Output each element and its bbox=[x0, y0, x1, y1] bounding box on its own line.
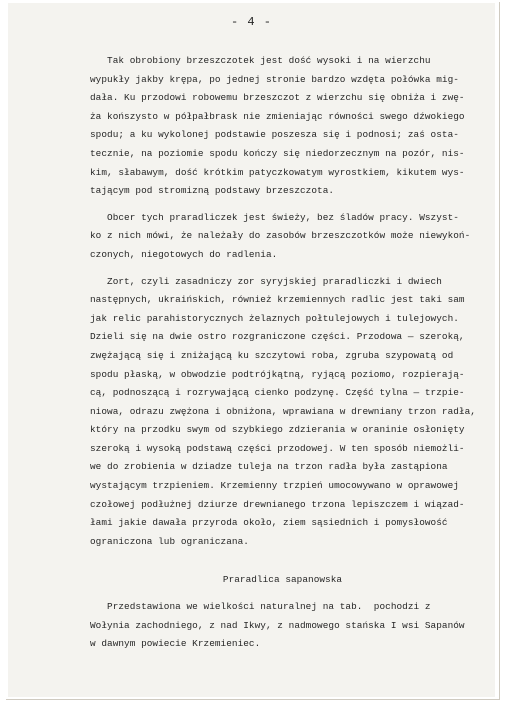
paragraph bbox=[90, 52, 475, 201]
text-line: tającym pod stromizną podstawy brzeszczota. bbox=[90, 185, 335, 197]
text-line: spodu; a ku wykolonej podstawie poszesza się i podnosi; zaś osta- bbox=[90, 129, 459, 141]
text-line: ko z nich mówi, że należały do zasobów brzeszczotków może niewykoń- bbox=[90, 230, 471, 242]
document-page bbox=[8, 3, 495, 697]
text-line: we do zrobienia w dziadze tuleja na trzon radła była zastąpiona bbox=[90, 461, 448, 473]
paragraph-gap bbox=[90, 201, 475, 209]
text-line: wystającym trzpieniem. Krzemienny trzpień umocowywano w oprawowej bbox=[90, 480, 459, 492]
text-line: ża końszysto w półpałbrask nie zmieniając równości swego dźwokiego bbox=[90, 110, 465, 122]
text-line: kim, słabawym, dość krótkim patyczkowatym wyrostkiem, kikutem wys- bbox=[90, 166, 465, 178]
text-line: szeroką i wysoką podstawą części przodowej. W ten sposób niemożli- bbox=[90, 442, 465, 454]
text-line: Wołynia zachodniego, z nad Ikwy, z nadmowego stańska I wsi Sapanów bbox=[90, 619, 465, 631]
text-line: który na przodku swym od szybkiego zdzierania w oraninie osłonięty bbox=[90, 424, 465, 436]
paragraph-gap bbox=[90, 265, 475, 273]
paragraph bbox=[90, 273, 475, 552]
text-line: następnych, ukraińskich, również krzemiennych radlic jest taki sam bbox=[90, 294, 465, 306]
text-line: dała. Ku przodowi robowemu brzeszczot z wierzchu się obniża i zwę- bbox=[90, 92, 465, 104]
paragraph bbox=[90, 598, 475, 654]
text-line: czonych, niegotowych do radlenia. bbox=[90, 248, 278, 260]
paragraph-gap bbox=[90, 590, 475, 598]
section-gap bbox=[90, 551, 475, 571]
text-line: ograniczona lub ograniczana. bbox=[90, 535, 249, 547]
text-line: zwężającą się i zniżającą ku szczytowi roba, zgruba szypowatą od bbox=[90, 349, 454, 361]
section-heading: Praradlica sapanowska bbox=[222, 574, 343, 586]
document-body bbox=[90, 52, 475, 654]
text-line: Przedstawiona we wielkości naturalnej na tab. pochodzi z bbox=[90, 601, 431, 613]
text-line: Obcer tych praradliczek jest świeży, bez śladów pracy. Wszyst- bbox=[90, 211, 459, 223]
text-line: niowa, odrazu zwężona i obniżona, wprawiana w drewniany trzon radła, bbox=[90, 405, 476, 417]
text-line: czołowej podłużnej dziurze drewnianego trzona lepiszczem i wiązad- bbox=[90, 498, 465, 510]
text-line: Dzieli się na dwie ostro rozgraniczone części. Przodowa — szeroką, bbox=[90, 331, 465, 343]
text-line: jak relic parahistorycznych żelaznych połtulejowych i tulejowych. bbox=[90, 312, 459, 324]
paragraph bbox=[90, 209, 475, 265]
page-number: - 4 - bbox=[230, 15, 272, 29]
text-line: wypukły jakby krępa, po jednej stronie bardzo wzdęta połówka mig- bbox=[90, 73, 459, 85]
text-line: tecznie, na poziomie spodu kończy się niedorzecznym na pozór, nis- bbox=[90, 147, 465, 159]
text-line: łami jakie dawała przyroda około, ziem sąsiednich i pomysłowość bbox=[90, 517, 448, 529]
text-line: spodu płaską, w obwodzie podtrójkątną, ryjącą poziomo, rozpierają- bbox=[90, 368, 465, 380]
text-line: Zort, czyli zasadniczy zor syryjskiej praradliczki i dwiech bbox=[90, 275, 442, 287]
text-line: cą, podnoszącą i rozrywającą cienko podzynę. Część tylna — trzpie- bbox=[90, 387, 465, 399]
text-line: w dawnym powiecie Krzemieniec. bbox=[90, 638, 261, 650]
text-line: Tak obrobiony brzeszczotek jest dość wysoki i na wierzchu bbox=[90, 55, 431, 66]
